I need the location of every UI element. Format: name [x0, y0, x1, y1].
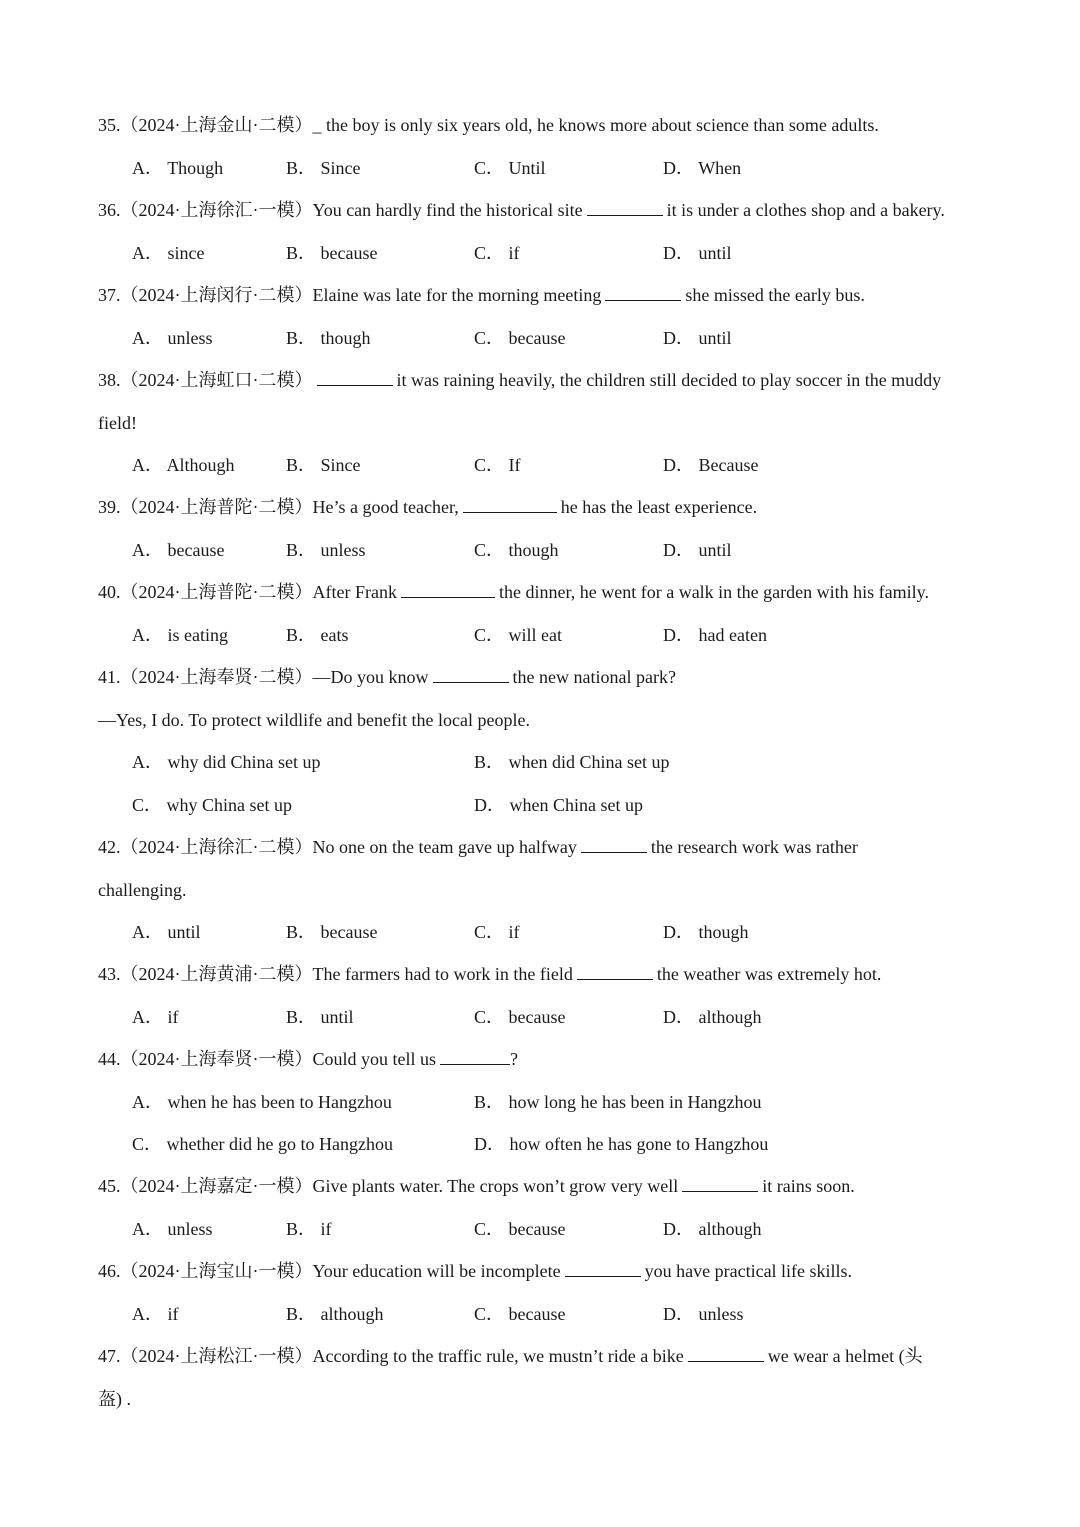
option-letter: C．: [474, 1007, 505, 1027]
question-41-option-d[interactable]: [474, 793, 643, 817]
option-text: When: [698, 158, 742, 178]
question-number: 43.: [98, 964, 121, 984]
option-text: Because: [698, 455, 759, 475]
question-text-after: it is under a clothes shop and a bakery.: [666, 200, 945, 220]
question-36-option-b[interactable]: [286, 241, 377, 265]
option-letter: A．: [132, 455, 163, 475]
question-text-after: you have practical life skills.: [644, 1261, 853, 1281]
option-letter: D．: [474, 1134, 505, 1154]
option-letter: C．: [474, 625, 505, 645]
option-text: Although: [166, 455, 235, 475]
question-38-continuation: field!: [98, 413, 137, 433]
question-source: （2024·上海黄浦·二模）: [120, 964, 313, 984]
question-source: （2024·上海金山·二模）: [120, 115, 313, 135]
option-text: why China set up: [166, 795, 293, 815]
answer-blank[interactable]: [605, 284, 681, 301]
option-text: unless: [167, 1219, 213, 1239]
option-letter: A．: [132, 328, 163, 348]
option-letter: D．: [663, 243, 694, 263]
question-46-option-c[interactable]: [474, 1302, 565, 1326]
question-43-option-c[interactable]: [474, 1005, 565, 1029]
question-37-option-a[interactable]: [132, 326, 213, 350]
question-39-option-c[interactable]: [474, 538, 559, 562]
option-text: unless: [320, 540, 366, 560]
question-44-option-a[interactable]: [132, 1090, 392, 1114]
option-text: until: [698, 328, 732, 348]
option-letter: D．: [663, 922, 694, 942]
question-41-stem: [98, 665, 676, 689]
question-text-after: ?: [510, 1049, 519, 1069]
option-text: if: [508, 922, 520, 942]
question-47-continuation: 盔) .: [98, 1389, 131, 1409]
option-text: when China set up: [509, 795, 643, 815]
option-text: though: [698, 922, 749, 942]
option-letter: C．: [474, 328, 505, 348]
answer-blank[interactable]: [688, 1345, 764, 1362]
option-text: is eating: [167, 625, 228, 645]
option-letter: C．: [474, 455, 505, 475]
question-36-option-d[interactable]: [663, 241, 732, 265]
question-text-after: it rains soon.: [762, 1176, 855, 1196]
option-letter: D．: [663, 1219, 694, 1239]
option-letter: A．: [132, 1092, 163, 1112]
option-letter: D．: [663, 1304, 694, 1324]
option-text: because: [508, 1304, 566, 1324]
option-text: since: [167, 243, 205, 263]
question-text-after: the boy is only six years old, he knows more about science than some adults.: [326, 115, 879, 135]
question-text-before: Elaine was late for the morning meeting: [312, 285, 602, 305]
option-text: why did China set up: [167, 752, 321, 772]
question-source: （2024·上海闵行·二模）: [120, 285, 313, 305]
option-letter: D．: [663, 1007, 694, 1027]
question-text-before: No one on the team gave up halfway: [312, 837, 577, 857]
question-38-option-a[interactable]: [132, 453, 235, 477]
option-text: because: [167, 540, 225, 560]
question-source: （2024·上海徐汇·一模）: [120, 200, 313, 220]
question-text-before: He’s a good teacher,: [312, 497, 459, 517]
question-40-option-d[interactable]: [663, 623, 767, 647]
question-text-after: the dinner, he went for a walk in the garden with his family.: [498, 582, 929, 602]
option-text: Since: [320, 158, 361, 178]
question-source: （2024·上海奉贤·二模）: [120, 667, 313, 687]
option-letter: A．: [132, 922, 163, 942]
question-number: 41.: [98, 667, 121, 687]
option-text: when he has been to Hangzhou: [167, 1092, 392, 1112]
option-letter: C．: [474, 1219, 505, 1239]
question-40-option-b[interactable]: [286, 623, 349, 647]
option-text: because: [508, 1007, 566, 1027]
question-38-option-b[interactable]: [286, 453, 361, 477]
question-45-option-a[interactable]: [132, 1217, 213, 1241]
option-letter: A．: [132, 243, 163, 263]
question-45-option-c[interactable]: [474, 1217, 565, 1241]
question-37-option-d[interactable]: [663, 326, 732, 350]
question-text-before: According to the traffic rule, we mustn’t ride a bike: [312, 1346, 684, 1366]
question-44-option-b[interactable]: [474, 1090, 761, 1114]
option-text: unless: [698, 1304, 744, 1324]
option-letter: B．: [286, 328, 317, 348]
question-45-option-b[interactable]: [286, 1217, 332, 1241]
question-source: （2024·上海嘉定·一模）: [120, 1176, 313, 1196]
question-text-after: the new national park?: [512, 667, 676, 687]
question-46-stem: [98, 1259, 852, 1283]
question-number: 36.: [98, 200, 121, 220]
question-text-after: he has the least experience.: [560, 497, 758, 517]
question-42-option-d[interactable]: [663, 920, 749, 944]
option-text: because: [320, 922, 378, 942]
question-36-option-c[interactable]: [474, 241, 520, 265]
option-letter: C．: [474, 922, 505, 942]
option-letter: B．: [286, 455, 317, 475]
option-letter: B．: [286, 625, 317, 645]
question-46-option-a[interactable]: [132, 1302, 179, 1326]
option-text: if: [167, 1304, 179, 1324]
question-text-after: she missed the early bus.: [685, 285, 865, 305]
question-37-option-b[interactable]: [286, 326, 371, 350]
option-text: If: [508, 455, 521, 475]
question-37-option-c[interactable]: [474, 326, 565, 350]
question-39-option-a[interactable]: [132, 538, 224, 562]
question-35-option-b[interactable]: [286, 156, 361, 180]
question-40-stem: [98, 580, 929, 604]
question-number: 46.: [98, 1261, 121, 1281]
question-41-option-b[interactable]: [474, 750, 670, 774]
option-text: because: [508, 328, 566, 348]
question-text-before: —Do you know: [312, 667, 429, 687]
option-letter: C．: [474, 1304, 505, 1324]
question-number: 45.: [98, 1176, 121, 1196]
question-45-option-d[interactable]: [663, 1217, 762, 1241]
question-source: （2024·上海普陀·二模）: [120, 497, 313, 517]
option-text: when did China set up: [508, 752, 670, 772]
question-text-before: _: [312, 115, 326, 135]
question-46-option-b[interactable]: [286, 1302, 384, 1326]
option-letter: B．: [474, 1092, 505, 1112]
question-number: 38.: [98, 370, 121, 390]
question-number: 35.: [98, 115, 121, 135]
question-40-option-a[interactable]: [132, 623, 228, 647]
question-text-before: After Frank: [312, 582, 397, 602]
option-letter: B．: [286, 922, 317, 942]
question-35-option-a[interactable]: [132, 156, 223, 180]
question-39-stem: [98, 495, 757, 519]
question-number: 42.: [98, 837, 121, 857]
question-41-option-c[interactable]: [132, 793, 292, 817]
question-text-before: Could you tell us: [312, 1049, 437, 1069]
option-text: if: [508, 243, 520, 263]
option-text: although: [698, 1007, 762, 1027]
answer-blank[interactable]: [682, 1175, 758, 1192]
option-text: although: [698, 1219, 762, 1239]
option-text: because: [320, 243, 378, 263]
question-text-before: Your education will be incomplete: [312, 1261, 561, 1281]
question-38-option-d[interactable]: [663, 453, 758, 477]
option-letter: A．: [132, 1219, 163, 1239]
answer-blank[interactable]: [401, 581, 495, 598]
option-text: though: [320, 328, 371, 348]
option-letter: C．: [132, 795, 163, 815]
answer-blank[interactable]: [317, 369, 393, 386]
option-text: if: [167, 1007, 179, 1027]
question-35-option-d[interactable]: [663, 156, 741, 180]
option-letter: D．: [663, 158, 694, 178]
option-letter: D．: [663, 625, 694, 645]
question-43-option-b[interactable]: [286, 1005, 354, 1029]
question-42-option-a[interactable]: [132, 920, 201, 944]
question-42-stem: [98, 835, 858, 859]
option-letter: C．: [132, 1134, 163, 1154]
question-36-stem: [98, 198, 945, 222]
option-text: Until: [508, 158, 546, 178]
question-40-option-c[interactable]: [474, 623, 562, 647]
option-letter: A．: [132, 1007, 163, 1027]
option-letter: C．: [474, 540, 505, 560]
option-letter: A．: [132, 158, 163, 178]
option-letter: C．: [474, 243, 505, 263]
option-letter: B．: [286, 540, 317, 560]
question-37-stem: [98, 283, 865, 307]
option-letter: A．: [132, 625, 163, 645]
option-text: unless: [167, 328, 213, 348]
option-text: until: [167, 922, 201, 942]
question-46-option-d[interactable]: [663, 1302, 744, 1326]
question-38-option-c[interactable]: [474, 453, 521, 477]
question-44-option-d[interactable]: [474, 1132, 768, 1156]
option-text: until: [320, 1007, 354, 1027]
question-42-continuation: challenging.: [98, 880, 187, 900]
question-44-stem: [98, 1047, 518, 1071]
question-35-stem: [98, 113, 879, 137]
option-letter: A．: [132, 752, 163, 772]
question-43-stem: [98, 962, 881, 986]
question-42-option-b[interactable]: [286, 920, 377, 944]
option-text: will eat: [508, 625, 562, 645]
question-source: （2024·上海虹口·二模）: [120, 370, 313, 390]
option-letter: B．: [286, 243, 317, 263]
option-letter: D．: [474, 795, 505, 815]
question-35-option-c[interactable]: [474, 156, 546, 180]
answer-blank[interactable]: [565, 1260, 641, 1277]
option-text: Since: [320, 455, 361, 475]
question-41-option-a[interactable]: [132, 750, 321, 774]
answer-blank[interactable]: [577, 963, 653, 980]
question-text-before: You can hardly find the historical site: [312, 200, 583, 220]
option-letter: B．: [474, 752, 505, 772]
option-letter: D．: [663, 328, 694, 348]
answer-blank[interactable]: [433, 666, 509, 683]
question-source: （2024·上海奉贤·一模）: [120, 1049, 313, 1069]
option-text: how long he has been in Hangzhou: [508, 1092, 762, 1112]
option-letter: B．: [286, 158, 317, 178]
option-text: until: [698, 540, 732, 560]
option-text: how often he has gone to Hangzhou: [509, 1134, 769, 1154]
option-letter: A．: [132, 540, 163, 560]
option-text: had eaten: [698, 625, 767, 645]
question-39-option-d[interactable]: [663, 538, 732, 562]
option-text: until: [698, 243, 732, 263]
question-source: （2024·上海宝山·一模）: [120, 1261, 313, 1281]
option-text: eats: [320, 625, 349, 645]
option-letter: B．: [286, 1304, 317, 1324]
option-letter: D．: [663, 455, 694, 475]
question-45-stem: [98, 1174, 855, 1198]
question-39-option-b[interactable]: [286, 538, 366, 562]
question-number: 44.: [98, 1049, 121, 1069]
answer-blank[interactable]: [581, 836, 647, 853]
question-number: 47.: [98, 1346, 121, 1366]
option-text: because: [508, 1219, 566, 1239]
question-text-after: the weather was extremely hot.: [656, 964, 882, 984]
option-letter: B．: [286, 1007, 317, 1027]
question-text-after: we wear a helmet (头: [767, 1346, 923, 1366]
option-letter: D．: [663, 540, 694, 560]
answer-blank[interactable]: [463, 496, 557, 513]
question-number: 39.: [98, 497, 121, 517]
question-source: （2024·上海松江·一模）: [120, 1346, 313, 1366]
question-text-after: the research work was rather: [650, 837, 858, 857]
question-36-option-a[interactable]: [132, 241, 204, 265]
question-number: 40.: [98, 582, 121, 602]
answer-blank[interactable]: [587, 199, 663, 216]
question-source: （2024·上海普陀·二模）: [120, 582, 313, 602]
question-41-continuation: —Yes, I do. To protect wildlife and benefit the local people.: [98, 710, 530, 730]
question-42-option-c[interactable]: [474, 920, 520, 944]
answer-blank[interactable]: [440, 1048, 510, 1065]
question-text-after: it was raining heavily, the children still decided to play soccer in the muddy: [396, 370, 942, 390]
option-text: Though: [167, 158, 224, 178]
option-text: if: [320, 1219, 332, 1239]
option-text: whether did he go to Hangzhou: [166, 1134, 393, 1154]
option-letter: C．: [474, 158, 505, 178]
question-text-before: Give plants water. The crops won’t grow very well: [312, 1176, 679, 1196]
option-text: although: [320, 1304, 384, 1324]
question-number: 37.: [98, 285, 121, 305]
option-letter: B．: [286, 1219, 317, 1239]
question-44-option-c[interactable]: [132, 1132, 393, 1156]
question-text-before: The farmers had to work in the field: [312, 964, 573, 984]
question-source: （2024·上海徐汇·二模）: [120, 837, 313, 857]
option-text: though: [508, 540, 559, 560]
question-43-option-a[interactable]: [132, 1005, 179, 1029]
option-letter: A．: [132, 1304, 163, 1324]
question-47-stem: [98, 1344, 923, 1368]
question-38-stem: [98, 368, 941, 392]
question-43-option-d[interactable]: [663, 1005, 762, 1029]
